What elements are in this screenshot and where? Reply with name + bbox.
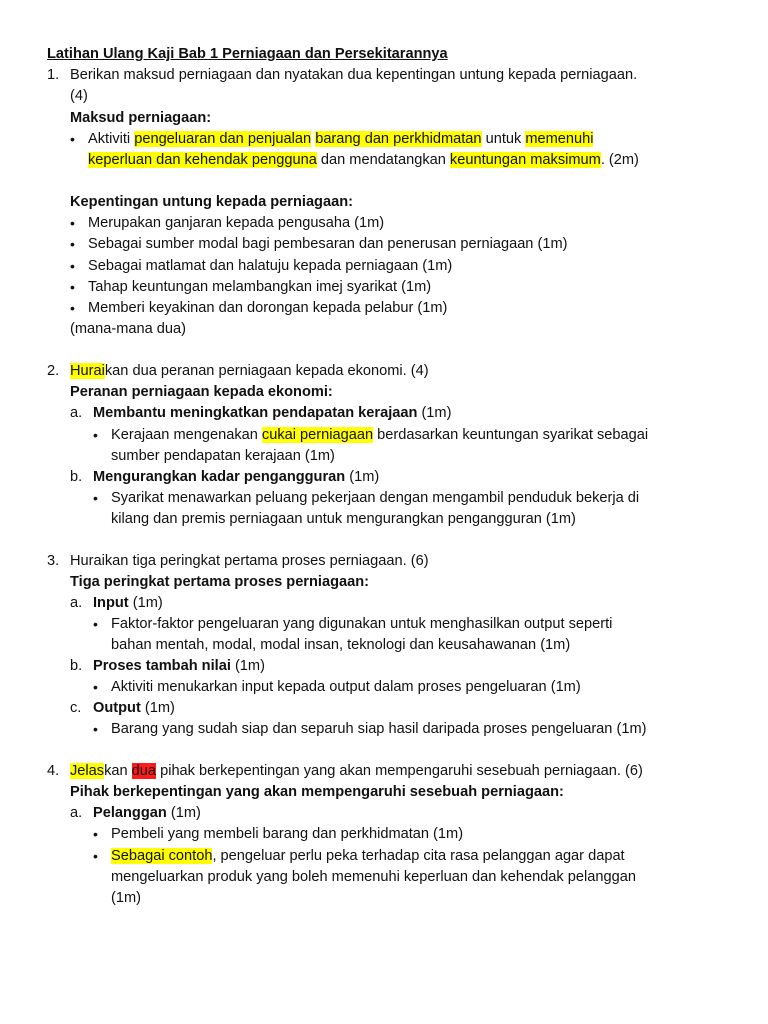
- text-run: Barang yang sudah siap dan separuh siap hasil daripada proses pengeluaran (1m): [111, 721, 647, 737]
- text-run: •: [93, 848, 98, 864]
- text-run: 3.: [47, 553, 60, 569]
- text-run: Pembeli yang membeli barang dan perkhidmatan (1m): [111, 826, 464, 842]
- text-run: Merupakan ganjaran kepada pengusaha (1m): [88, 215, 385, 231]
- text-run: dan mendatangkan: [316, 152, 450, 168]
- text-line: [111, 614, 612, 634]
- text-run: Aktiviti menukarkan input kepada output dalam proses pengeluaran (1m): [111, 679, 581, 695]
- text-run: berdasarkan keuntungan syarikat sebagai: [373, 427, 649, 443]
- text-line: [70, 192, 353, 212]
- text-run: •: [93, 826, 98, 842]
- text-run: pihak berkepentingan yang akan mempengaruhi sesebuah perniagaan. (6): [156, 763, 643, 779]
- text-line: [88, 129, 593, 149]
- text-line: [70, 108, 211, 128]
- text-run: Mengurangkan kadar pengangguran: [93, 469, 346, 485]
- text-run: Aktiviti: [88, 131, 135, 147]
- highlighted-text: Hurai: [70, 363, 105, 379]
- text-line: [47, 761, 59, 781]
- text-line: [70, 656, 82, 676]
- text-line: [88, 298, 447, 318]
- text-run: sumber pendapatan kerajaan (1m): [111, 448, 335, 464]
- text-line: [111, 635, 570, 655]
- text-line: [111, 888, 141, 908]
- text-line: [111, 425, 648, 445]
- bullet-marker: [70, 256, 75, 276]
- bullet-marker: [93, 677, 98, 697]
- text-line: [88, 213, 384, 233]
- highlighted-text: dua: [131, 763, 157, 779]
- text-line: [70, 319, 186, 339]
- text-run: 1.: [47, 67, 60, 83]
- text-run: Sebagai sumber modal bagi pembesaran dan penerusan perniagaan (1m): [88, 236, 568, 252]
- text-run: Latihan Ulang Kaji Bab 1 Perniagaan dan Persekitarannya: [47, 46, 448, 62]
- text-line: [70, 572, 369, 592]
- text-line: [70, 361, 429, 381]
- text-run: (1m): [140, 700, 175, 716]
- text-run: b.: [70, 658, 83, 674]
- text-run: (1m): [111, 890, 141, 906]
- text-run: •: [93, 616, 98, 632]
- text-line: [70, 86, 88, 106]
- highlighted-text: cukai perniagaan: [261, 427, 374, 443]
- text-run: b.: [70, 469, 83, 485]
- bullet-marker: [70, 234, 75, 254]
- text-run: 4.: [47, 763, 60, 779]
- text-run: kilang dan premis perniagaan untuk mengurangkan pengangguran (1m): [111, 511, 576, 527]
- text-line: [93, 403, 451, 423]
- text-line: [93, 698, 175, 718]
- text-run: Tahap keuntungan melambangkan imej syarikat (1m): [88, 279, 432, 295]
- text-run: (1m): [345, 469, 380, 485]
- text-run: •: [70, 236, 75, 252]
- bullet-marker: [93, 614, 98, 634]
- text-line: [111, 677, 581, 697]
- text-run: •: [93, 721, 98, 737]
- text-run: •: [70, 131, 75, 147]
- highlighted-text: Jelas: [70, 763, 105, 779]
- text-run: (1m): [166, 805, 201, 821]
- bullet-marker: [70, 298, 75, 318]
- text-run: (1m): [417, 405, 452, 421]
- text-line: [47, 551, 59, 571]
- text-run: bahan mentah, modal, modal insan, teknologi dan keusahawanan (1m): [111, 637, 571, 653]
- text-line: [88, 256, 452, 276]
- text-run: Kepentingan untung kepada perniagaan:: [70, 194, 353, 210]
- text-run: Kerajaan mengenakan: [111, 427, 262, 443]
- text-run: c.: [70, 700, 82, 716]
- text-run: Output: [93, 700, 141, 716]
- text-line: [88, 277, 431, 297]
- highlighted-text: pengeluaran dan penjualan: [134, 131, 312, 147]
- text-run: , pengeluar perlu peka terhadap cita rasa pelanggan agar dapat: [212, 848, 625, 864]
- text-line: [70, 467, 82, 487]
- text-line: [88, 150, 639, 170]
- text-run: Maksud perniagaan:: [70, 110, 212, 126]
- bullet-marker: [70, 213, 75, 233]
- text-run: 2.: [47, 363, 60, 379]
- bullet-marker: [93, 488, 98, 508]
- text-run: Membantu meningkatkan pendapatan kerajaan: [93, 405, 418, 421]
- text-line: [93, 593, 163, 613]
- text-run: Faktor-faktor pengeluaran yang digunakan untuk menghasilkan output seperti: [111, 616, 613, 632]
- bullet-marker: [70, 277, 75, 297]
- text-run: •: [70, 300, 75, 316]
- highlighted-text: keperluan dan kehendak pengguna: [88, 152, 317, 168]
- bullet-marker: [93, 425, 98, 445]
- text-run: Input: [93, 595, 129, 611]
- text-line: [111, 846, 625, 866]
- bullet-marker: [93, 846, 98, 866]
- text-run: (mana-mana dua): [70, 321, 186, 337]
- text-run: Proses tambah nilai: [93, 658, 231, 674]
- text-line: [70, 382, 333, 402]
- text-run: untuk: [481, 131, 526, 147]
- text-run: a.: [70, 805, 83, 821]
- text-line: [70, 593, 82, 613]
- bullet-marker: [70, 129, 75, 149]
- text-run: Huraikan tiga peringkat pertama proses perniagaan. (6): [70, 553, 429, 569]
- highlighted-text: Sebagai contoh: [111, 848, 213, 864]
- text-run: •: [93, 490, 98, 506]
- text-line: [111, 824, 463, 844]
- text-line: [111, 719, 646, 739]
- text-run: (1m): [128, 595, 163, 611]
- text-run: Tiga peringkat pertama proses perniagaan:: [70, 574, 369, 590]
- bullet-marker: [93, 719, 98, 739]
- text-line: [88, 234, 567, 254]
- text-run: •: [70, 215, 75, 231]
- text-line: [93, 467, 379, 487]
- text-line: [70, 551, 429, 571]
- text-line: [93, 803, 201, 823]
- text-run: kan: [104, 763, 132, 779]
- highlighted-text: memenuhi: [525, 131, 594, 147]
- text-line: [70, 782, 564, 802]
- highlighted-text: keuntungan maksimum: [449, 152, 601, 168]
- text-run: Pihak berkepentingan yang akan mempengaruhi sesebuah perniagaan:: [70, 784, 564, 800]
- text-run: Sebagai matlamat dan halatuju kepada perniagaan (1m): [88, 258, 453, 274]
- highlighted-text: barang dan perkhidmatan: [315, 131, 482, 147]
- text-run: •: [93, 427, 98, 443]
- text-run: •: [70, 258, 75, 274]
- text-line: [47, 44, 448, 64]
- text-line: [111, 509, 576, 529]
- text-run: a.: [70, 405, 83, 421]
- text-run: a.: [70, 595, 83, 611]
- text-run: •: [93, 679, 98, 695]
- text-run: kan dua peranan perniagaan kepada ekonomi. (4): [104, 363, 429, 379]
- text-line: [111, 867, 636, 887]
- text-run: . (2m): [600, 152, 639, 168]
- text-run: (1m): [230, 658, 265, 674]
- text-line: [70, 698, 81, 718]
- text-run: Pelanggan: [93, 805, 167, 821]
- text-run: Memberi keyakinan dan dorongan kepada pelabur (1m): [88, 300, 448, 316]
- text-line: [111, 446, 335, 466]
- text-line: [70, 65, 637, 85]
- text-line: [47, 65, 59, 85]
- text-run: •: [70, 279, 75, 295]
- text-line: [47, 361, 59, 381]
- text-run: Syarikat menawarkan peluang pekerjaan dengan mengambil penduduk bekerja di: [111, 490, 640, 506]
- text-run: Berikan maksud perniagaan dan nyatakan dua kepentingan untung kepada perniagaan.: [70, 67, 638, 83]
- text-line: [70, 803, 82, 823]
- text-run: Peranan perniagaan kepada ekonomi:: [70, 384, 333, 400]
- text-line: [93, 656, 265, 676]
- text-line: [70, 761, 643, 781]
- text-run: (4): [70, 88, 88, 104]
- text-run: mengeluarkan produk yang boleh memenuhi keperluan dan kehendak pelanggan: [111, 869, 636, 885]
- text-line: [70, 403, 82, 423]
- bullet-marker: [93, 824, 98, 844]
- text-line: [111, 488, 639, 508]
